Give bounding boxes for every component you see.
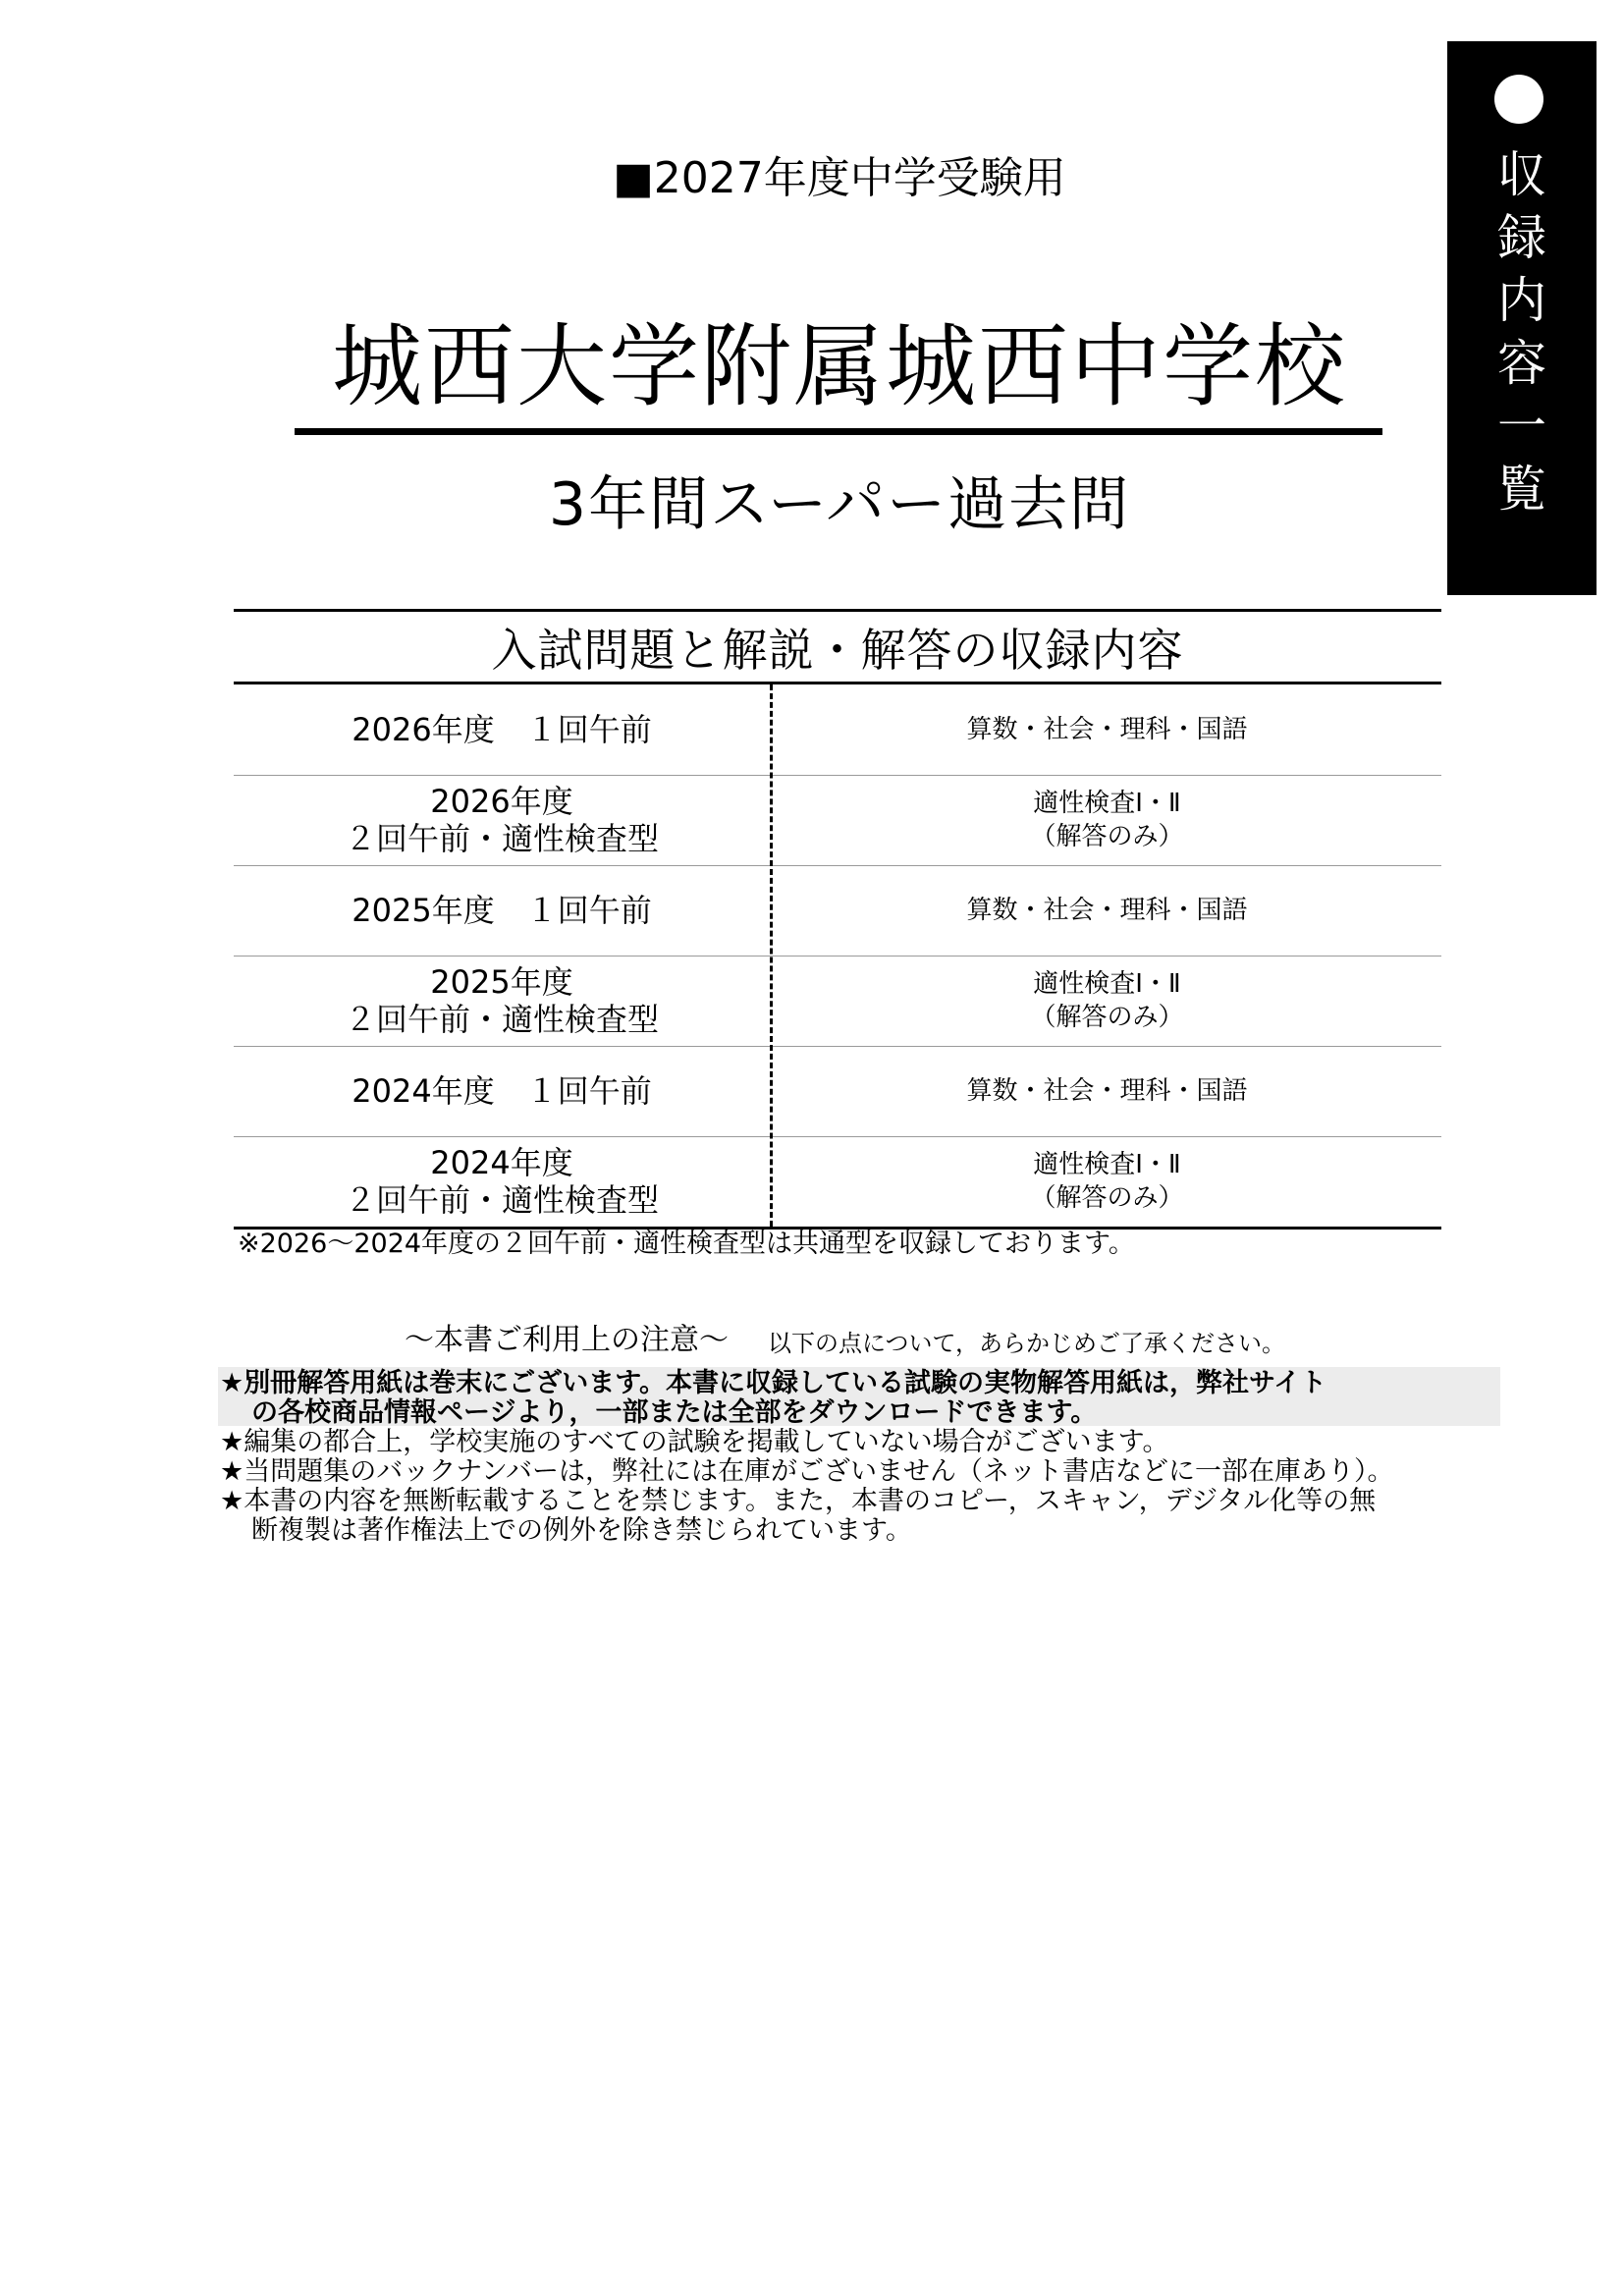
notice-heading: ～本書ご利用上の注意～	[405, 1323, 729, 1357]
table-heading: 入試問題と解説・解答の収録内容	[491, 624, 1184, 677]
subjects-line: （解答のみ）	[1030, 1183, 1184, 1213]
table-row	[234, 684, 1441, 776]
table-top-rule	[234, 609, 1441, 612]
book-title: 3年間スーパー過去問	[548, 470, 1131, 539]
bullet-dot-icon	[1494, 75, 1543, 124]
exam-line: ２回午前・適性検査型	[344, 1181, 659, 1219]
subjects-cell	[773, 775, 1441, 865]
subjects-line: 適性検査Ⅰ・Ⅱ	[1033, 1150, 1181, 1179]
notice-subheading: 以下の点について，あらかじめご了承ください。	[768, 1330, 1286, 1357]
table-row	[234, 775, 1441, 866]
exam-cell	[234, 865, 770, 956]
subjects-cell	[773, 956, 1441, 1046]
exam-cell	[234, 1046, 770, 1136]
side-tab-char: 一	[1497, 398, 1546, 455]
exam-line: 2026年度	[430, 783, 573, 820]
notice-item	[220, 1457, 1393, 1487]
side-tab-char: 容	[1497, 335, 1546, 392]
table-footnote: ※2026～2024年度の２回午前・適性検査型は共通型を収録しております。	[238, 1229, 1135, 1259]
subjects-line: 適性検査Ⅰ・Ⅱ	[1033, 789, 1181, 818]
exam-line: 2025年度	[430, 963, 573, 1001]
exam-cell	[234, 956, 770, 1046]
exam-cell	[234, 775, 770, 865]
notice-line: の各校商品情報ページより，一部または全部をダウンロードできます。	[251, 1397, 1098, 1428]
exam-line: ２回午前・適性検査型	[344, 820, 659, 857]
notice-item	[220, 1428, 1169, 1457]
subjects-cell	[773, 1046, 1441, 1136]
subjects-line: 適性検査Ⅰ・Ⅱ	[1033, 969, 1181, 999]
table-row	[234, 865, 1441, 957]
school-name-title: 城西大学附属城西中学校	[331, 314, 1347, 419]
table-column-divider	[770, 684, 773, 1227]
exam-line: 2024年度 １回午前	[352, 1072, 652, 1110]
exam-year-label: ■2027年度中学受験用	[613, 153, 1066, 203]
notice-line: ★当問題集のバックナンバーは，弊社には在庫がございません（ネット書店などに一部在庫あり）。	[220, 1456, 1394, 1487]
subjects-line: 算数・社会・理科・国語	[966, 896, 1248, 925]
notice-line: 断複製は著作権法上での例外を除き禁じられています。	[251, 1515, 912, 1546]
exam-line: 2026年度 １回午前	[352, 711, 652, 748]
exam-line: ２回午前・適性検査型	[344, 1001, 659, 1038]
exam-cell	[234, 684, 770, 775]
table-row	[234, 1046, 1441, 1137]
title-underline	[295, 428, 1382, 435]
subjects-cell	[773, 865, 1441, 956]
subjects-line: （解答のみ）	[1030, 1003, 1184, 1032]
side-tab-char: 覧	[1497, 461, 1546, 518]
notice-item	[220, 1369, 1326, 1428]
table-row	[234, 956, 1441, 1047]
side-tab-label	[1447, 143, 1597, 520]
notice-line: ★本書の内容を無断転載することを禁じます。また，本書のコピー，スキャン，デジタル化等の無	[220, 1486, 1377, 1516]
subjects-line: 算数・社会・理科・国語	[966, 1076, 1248, 1106]
side-tab	[1447, 41, 1597, 595]
notice-line: ★編集の都合上，学校実施のすべての試験を掲載していない場合がございます。	[220, 1427, 1169, 1457]
subjects-cell	[773, 684, 1441, 775]
side-tab-char: 収	[1497, 146, 1546, 203]
subjects-line: 算数・社会・理科・国語	[966, 715, 1248, 744]
exam-cell	[234, 1136, 770, 1227]
subjects-line: （解答のみ）	[1030, 822, 1184, 851]
notice-line: ★別冊解答用紙は巻末にございます。本書に収録している試験の実物解答用紙は，弊社サイト	[220, 1368, 1327, 1398]
exam-line: 2025年度 １回午前	[352, 892, 652, 929]
table-row	[234, 1136, 1441, 1230]
exam-line: 2024年度	[430, 1144, 573, 1181]
notice-item	[220, 1487, 1376, 1546]
side-tab-char: 録	[1497, 209, 1546, 266]
subjects-cell	[773, 1136, 1441, 1227]
side-tab-char: 内	[1497, 272, 1546, 329]
